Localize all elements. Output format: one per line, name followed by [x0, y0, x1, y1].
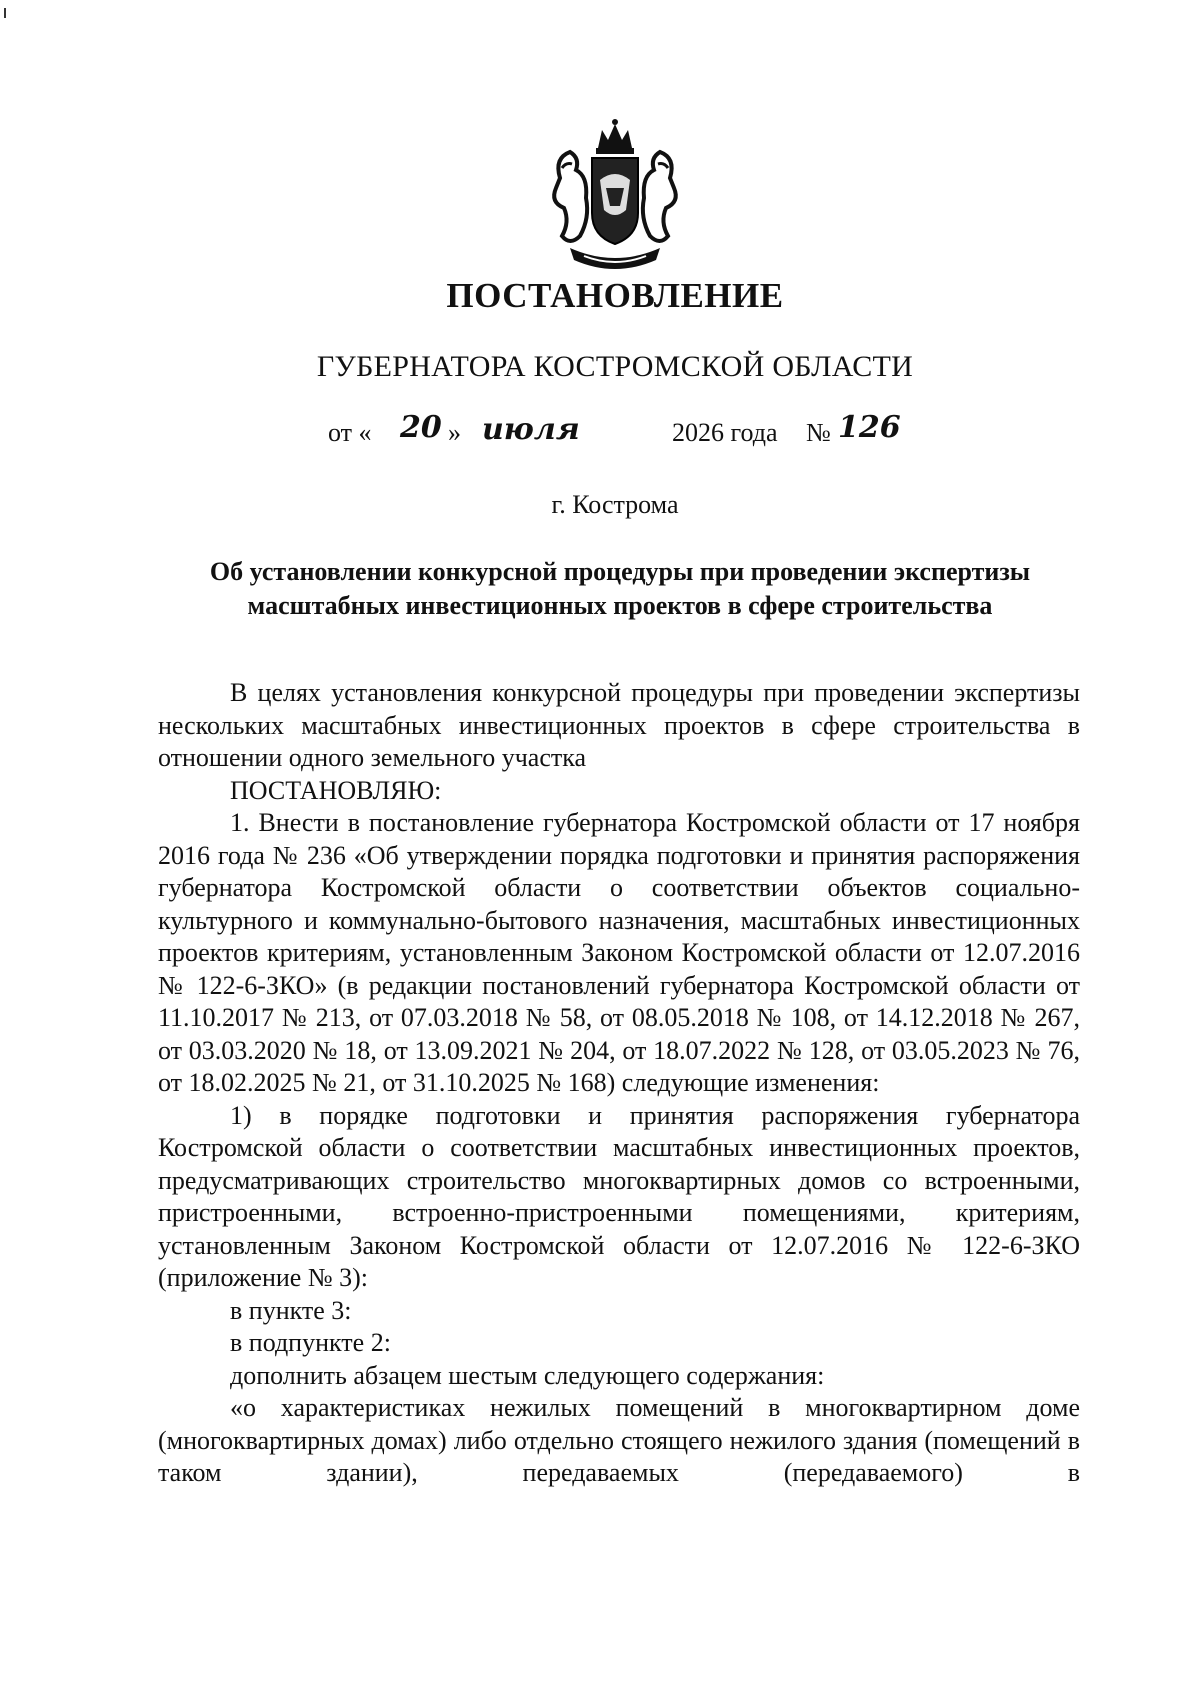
document-subject: Об установлении конкурсной процедуры при проведении экспертизы масштабных инвестиционных проектов в сфере строительства	[209, 557, 1031, 620]
date-prefix: от «	[328, 418, 372, 447]
date-year: 2026 года	[672, 418, 778, 447]
scan-mark	[4, 8, 6, 18]
issuing-authority: ГУБЕРНАТОРА КОСТРОМСКОЙ ОБЛАСТИ	[316, 350, 914, 383]
number-prefix: №	[806, 418, 831, 447]
body-paragraph: «о характеристиках нежилых помещений в многоквартирном доме (многоквартирных домах) либо отдельно стоящего нежилого здания (помещений в таком здании), передаваемых (передаваемого) в	[158, 1393, 1080, 1487]
body-paragraph: В целях установления конкурсной процедуры при проведении экспертизы нескольких масштабных инвестиционных проектов в сфере строительства в отношении одного земельного участка	[158, 678, 1080, 772]
date-day-close: »	[448, 418, 461, 447]
document-body	[158, 677, 1080, 1490]
body-paragraph: в подпункте 2:	[230, 1328, 391, 1357]
date-month-handwritten: июля	[482, 412, 580, 447]
body-paragraph: ПОСТАНОВЛЯЮ:	[230, 775, 442, 805]
body-paragraph: 1. Внести в постановление губернатора Костромской области от 17 ноября 2016 года № 236 «Об утверждении порядка подготовки и принятия распоряжения губернатора Костромской области о соответствии объектов социально-культурного и коммунально-бытового назначения, масштабных инвестиционных проектов критериям, установленным Законом Костромской области от 12.07.2016 № 122-6-ЗКО» (в редакции постановлений губернатора Костромской области от 11.10.2017 № 213, от 07.03.2018 № 58, от 08.05.2018 № 108, от 14.12.2018 № 267, от 03.03.2020 № 18, от 13.09.2021 № 204, от 18.07.2022 № 128, от 03.05.2023 № 76, от 18.02.2025 № 21, от 31.10.2025 № 168) следующие изменения:	[158, 808, 1080, 1097]
body-paragraph: 1) в порядке подготовки и принятия распоряжения губернатора Костромской области о соответствии масштабных инвестиционных проектов, предусматривающих строительство многоквартирных домов со встроенными, пристроенными, встроенно-пристроенными помещениями, критериям, установленным Законом Костромской области от 12.07.2016 № 122-6-ЗКО (приложение № 3):	[158, 1100, 1080, 1292]
body-paragraph: дополнить абзацем шестым следующего содержания:	[230, 1360, 825, 1390]
date-day-handwritten: 20	[400, 410, 442, 445]
body-paragraph: в пункте 3:	[230, 1295, 352, 1325]
coat-of-arms-emblem	[540, 118, 690, 278]
issuing-city: г. Кострома	[551, 490, 679, 519]
document-title: ПОСТАНОВЛЕНИЕ	[446, 276, 784, 315]
document-number-handwritten: 126	[838, 410, 901, 445]
